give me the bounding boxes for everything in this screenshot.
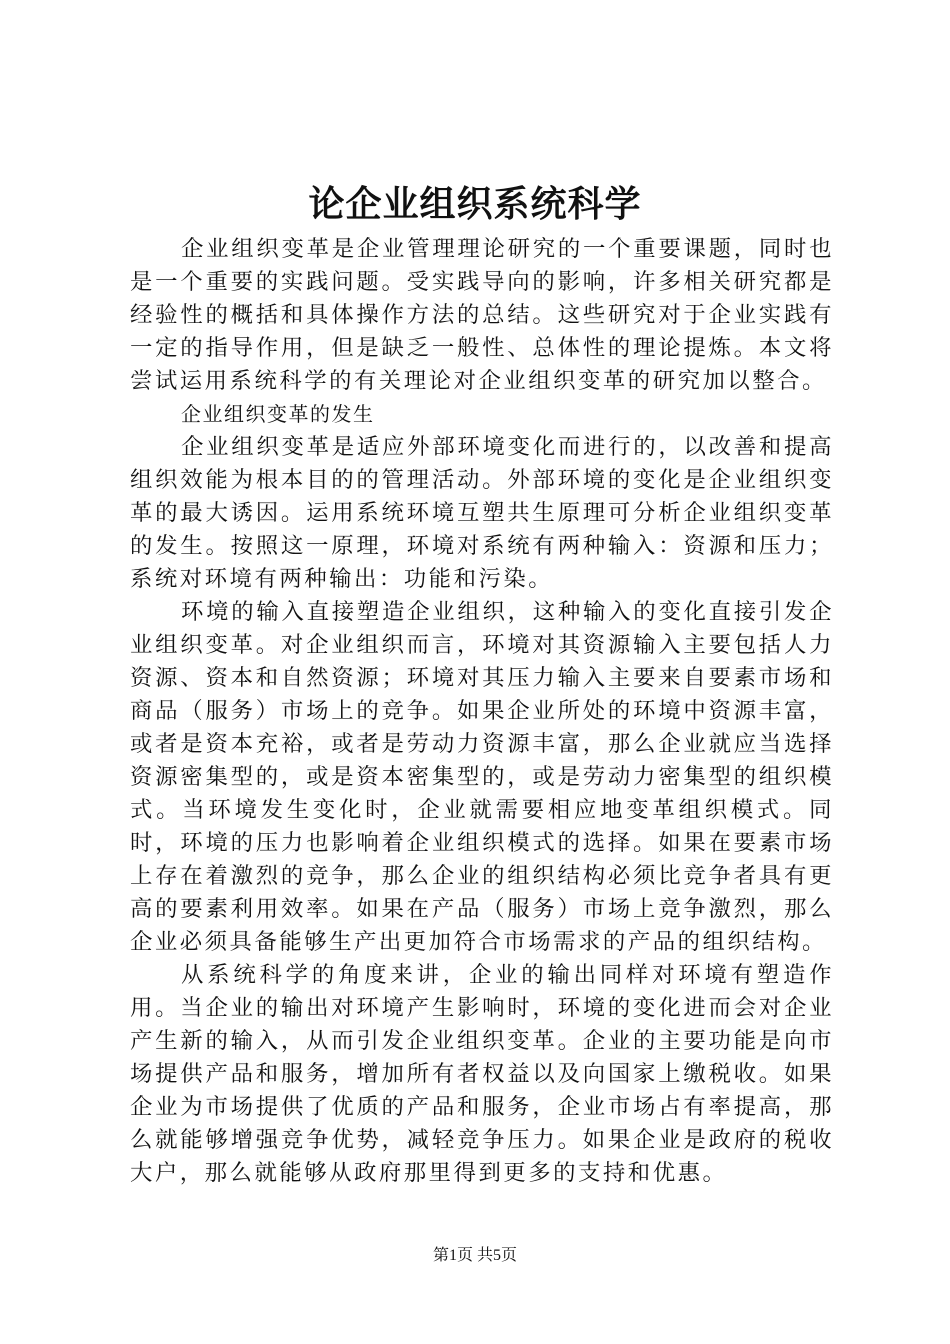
document-body [130, 233, 834, 1190]
paragraph-enterprise-output: 从系统科学的角度来讲，企业的输出同样对环境有塑造作用。当企业的输出对环境产生影响时，环境的变化进而会对企业产生新的输入，从而引发企业组织变革。企业的主要功能是向市场提供产品和服务，增加所有者权益以及向国家上缴税收。如果企业为市场提供了优质的产品和服务，企业市场占有率提高，那么就能够增强竞争优势，减轻竞争压力。如果企业是政府的税收大户，那么就能够从政府那里得到更多的支持和优惠。 [130, 962, 834, 1186]
section-heading: 企业组织变革的发生 [181, 402, 375, 426]
paragraph-environment-input: 环境的输入直接塑造企业组织，这种输入的变化直接引发企业组织变革。对企业组织而言，环境对其资源输入主要包括人力资源、资本和自然资源；环境对其压力输入主要来自要素市场和商品（服务）市场上的竞争。如果企业所处的环境中资源丰富，或者是资本充裕，或者是劳动力资源丰富，那么企业就应当选择资源密集型的，或是资本密集型的，或是劳动力密集型的组织模式。当环境发生变化时，企业就需要相应地变革组织模式。同时，环境的压力也影响着企业组织模式的选择。如果在要素市场上存在着激烈的竞争，那么企业的组织结构必须比竞争者具有更高的要素利用效率。如果在产品（服务）市场上竞争激烈，那么企业必须具备能够生产出更加符合市场需求的产品的组织结构。 [130, 599, 834, 955]
paragraph-intro: 企业组织变革是企业管理理论研究的一个重要课题，同时也是一个重要的实践问题。受实践导向的影响，许多相关研究都是经验性的概括和具体操作方法的总结。这些研究对于企业实践有一定的指导作用，但是缺乏一般性、总体性的理论提炼。本文将尝试运用系统科学的有关理论对企业组织变革的研究加以整合。 [130, 236, 834, 394]
paragraph-environment-change: 企业组织变革是适应外部环境变化而进行的，以改善和提高组织效能为根本目的的管理活动。外部环境的变化是企业组织变革的最大诱因。运用系统环境互塑共生原理可分析企业组织变革的发生。按照这一原理，环境对系统有两种输入：资源和压力；系统对环境有两种输出：功能和污染。 [130, 434, 834, 592]
document-title: 论企业组织系统科学 [308, 184, 642, 225]
page-footer: 第1页 共5页 [432, 1247, 517, 1264]
